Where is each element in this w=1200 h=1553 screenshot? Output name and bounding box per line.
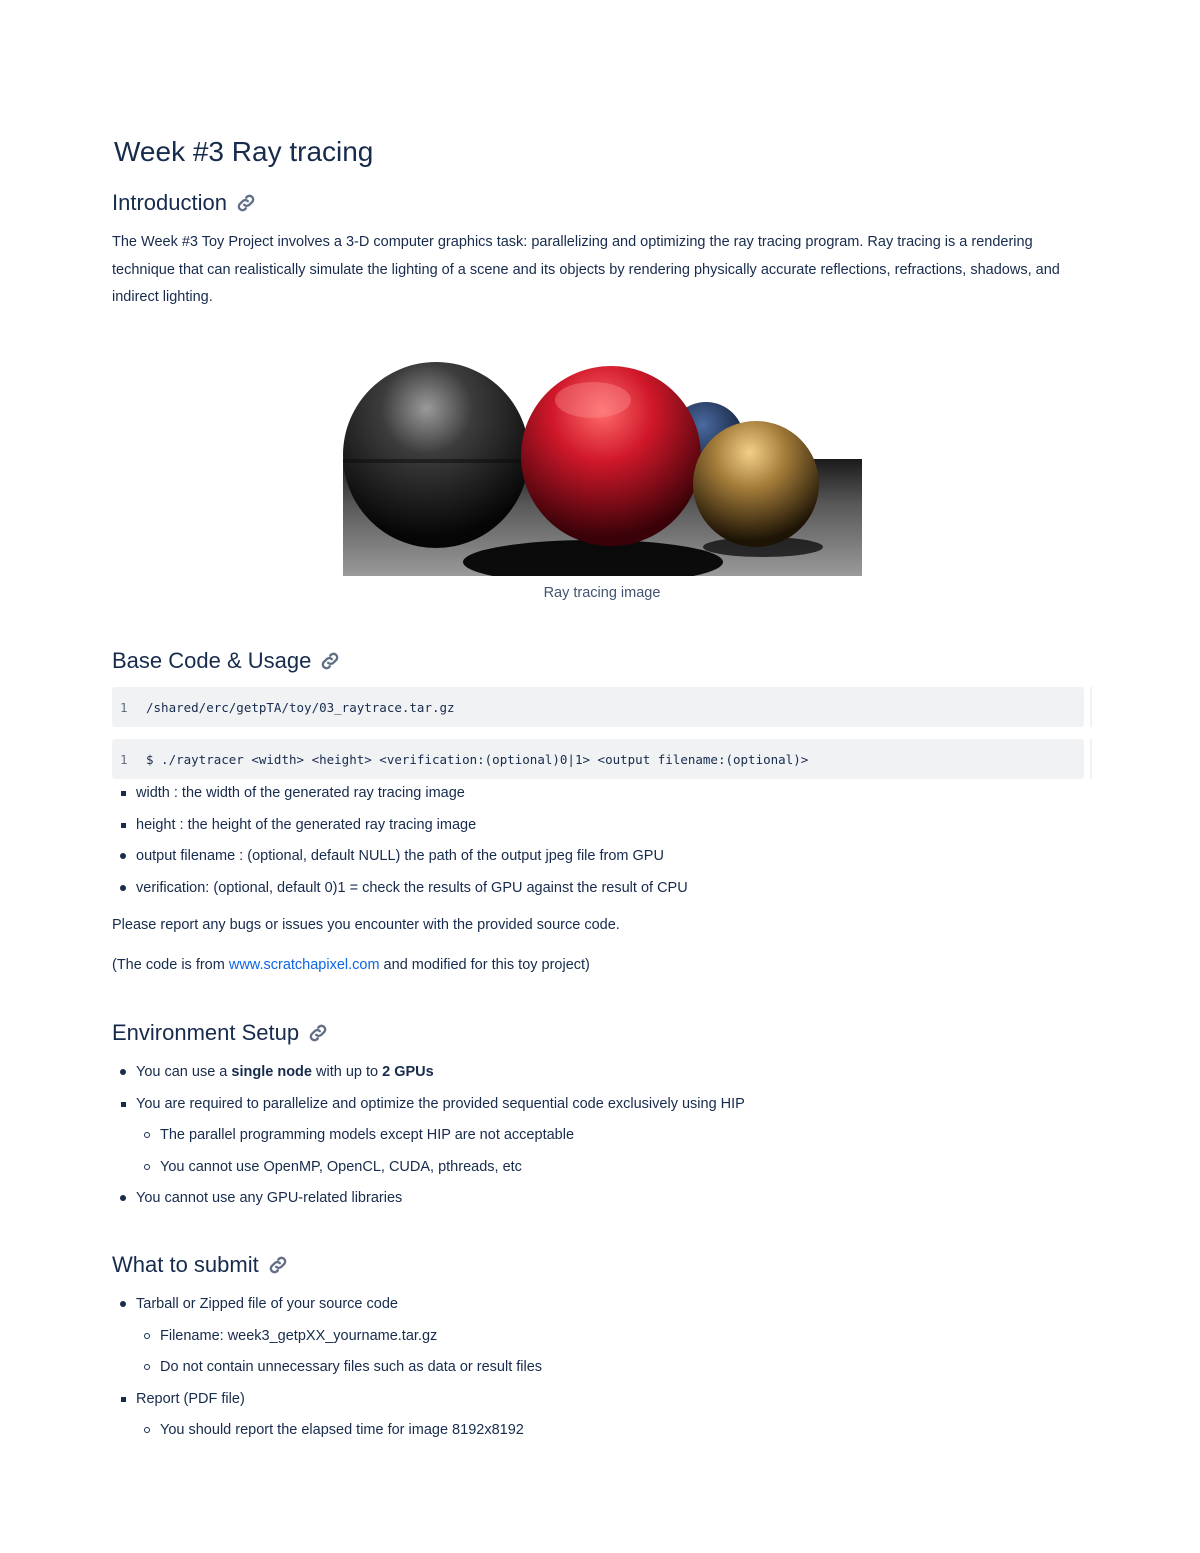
list-item: Tarball or Zipped file of your source code bbox=[112, 1294, 542, 1326]
list-item: The parallel programming models except HIP are not acceptable bbox=[112, 1125, 745, 1157]
code-line-number: 1 bbox=[120, 751, 128, 767]
bugs-note: Please report any bugs or issues you encounter with the provided source code. bbox=[112, 917, 620, 933]
source-prefix: (The code is from bbox=[112, 957, 229, 973]
env-item1-bold2: 2 GPUs bbox=[382, 1064, 434, 1080]
introduction-paragraph: The Week #3 Toy Project involves a 3-D computer graphics task: parallelizing and optimizing the ray tracing program. Ray tracing is a rendering technique that can realistically simulate the lighting of a scene and its objects by rendering physically accurate reflections, refractions, shadows, and indirect lighting. bbox=[112, 234, 1060, 305]
list-item: You cannot use OpenMP, OpenCL, CUDA, pthreads, etc bbox=[112, 1157, 745, 1189]
link-icon[interactable] bbox=[267, 1254, 289, 1276]
link-icon[interactable] bbox=[319, 650, 341, 672]
code-block-edge bbox=[1090, 687, 1092, 727]
list-item: Report (PDF file) bbox=[112, 1389, 542, 1421]
code-block-path[interactable] bbox=[112, 687, 1084, 727]
base-code-heading-text: Base Code & Usage bbox=[112, 648, 312, 673]
code-line: /shared/erc/getpTA/toy/03_raytrace.tar.gz bbox=[146, 699, 455, 715]
env-item1-bold1: single node bbox=[231, 1064, 312, 1080]
list-item bbox=[112, 1062, 745, 1094]
list-item: You are required to parallelize and optimize the provided sequential code exclusively using HIP bbox=[112, 1094, 745, 1126]
code-line: $ ./raytracer <width> <height> <verification:(optional)0|1> <output filename:(optional)> bbox=[146, 751, 809, 767]
list-item: Do not contain unnecessary files such as data or result files bbox=[112, 1357, 542, 1389]
source-note bbox=[112, 952, 590, 980]
page-title: Week #3 Ray tracing bbox=[114, 136, 374, 167]
link-icon[interactable] bbox=[307, 1022, 329, 1044]
source-suffix: and modified for this toy project) bbox=[379, 957, 590, 973]
param-list bbox=[112, 783, 688, 909]
list-item: width : the width of the generated ray tracing image bbox=[112, 783, 688, 815]
environment-heading-text: Environment Setup bbox=[112, 1020, 300, 1045]
code-block-edge bbox=[1090, 739, 1092, 779]
introduction-heading-text: Introduction bbox=[112, 190, 227, 215]
submit-heading bbox=[112, 1252, 289, 1278]
link-icon[interactable] bbox=[235, 192, 257, 214]
scratchapixel-link[interactable]: www.scratchapixel.com bbox=[228, 957, 380, 973]
env-item1-prefix: You can use a bbox=[136, 1064, 232, 1080]
list-item: You should report the elapsed time for image 8192x8192 bbox=[112, 1420, 542, 1452]
code-line-number: 1 bbox=[120, 699, 128, 715]
code-block-usage[interactable] bbox=[112, 739, 1084, 779]
list-item: output filename : (optional, default NULL) the path of the output jpeg file from GPU bbox=[112, 846, 688, 878]
list-item: Filename: week3_getpXX_yourname.tar.gz bbox=[112, 1326, 542, 1358]
submit-list bbox=[112, 1294, 542, 1452]
image-caption: Ray tracing image bbox=[543, 585, 661, 601]
list-item: You cannot use any GPU-related libraries bbox=[112, 1188, 745, 1220]
introduction-heading bbox=[112, 190, 257, 216]
environment-heading bbox=[112, 1020, 329, 1046]
base-code-heading bbox=[112, 648, 341, 674]
list-item: height : the height of the generated ray tracing image bbox=[112, 815, 688, 847]
environment-list bbox=[112, 1062, 745, 1220]
env-item1-mid: with up to bbox=[311, 1064, 383, 1080]
list-item: verification: (optional, default 0)1 = check the results of GPU against the result of CPU bbox=[112, 878, 688, 910]
ray-tracing-image bbox=[343, 362, 862, 576]
submit-heading-text: What to submit bbox=[112, 1252, 259, 1277]
